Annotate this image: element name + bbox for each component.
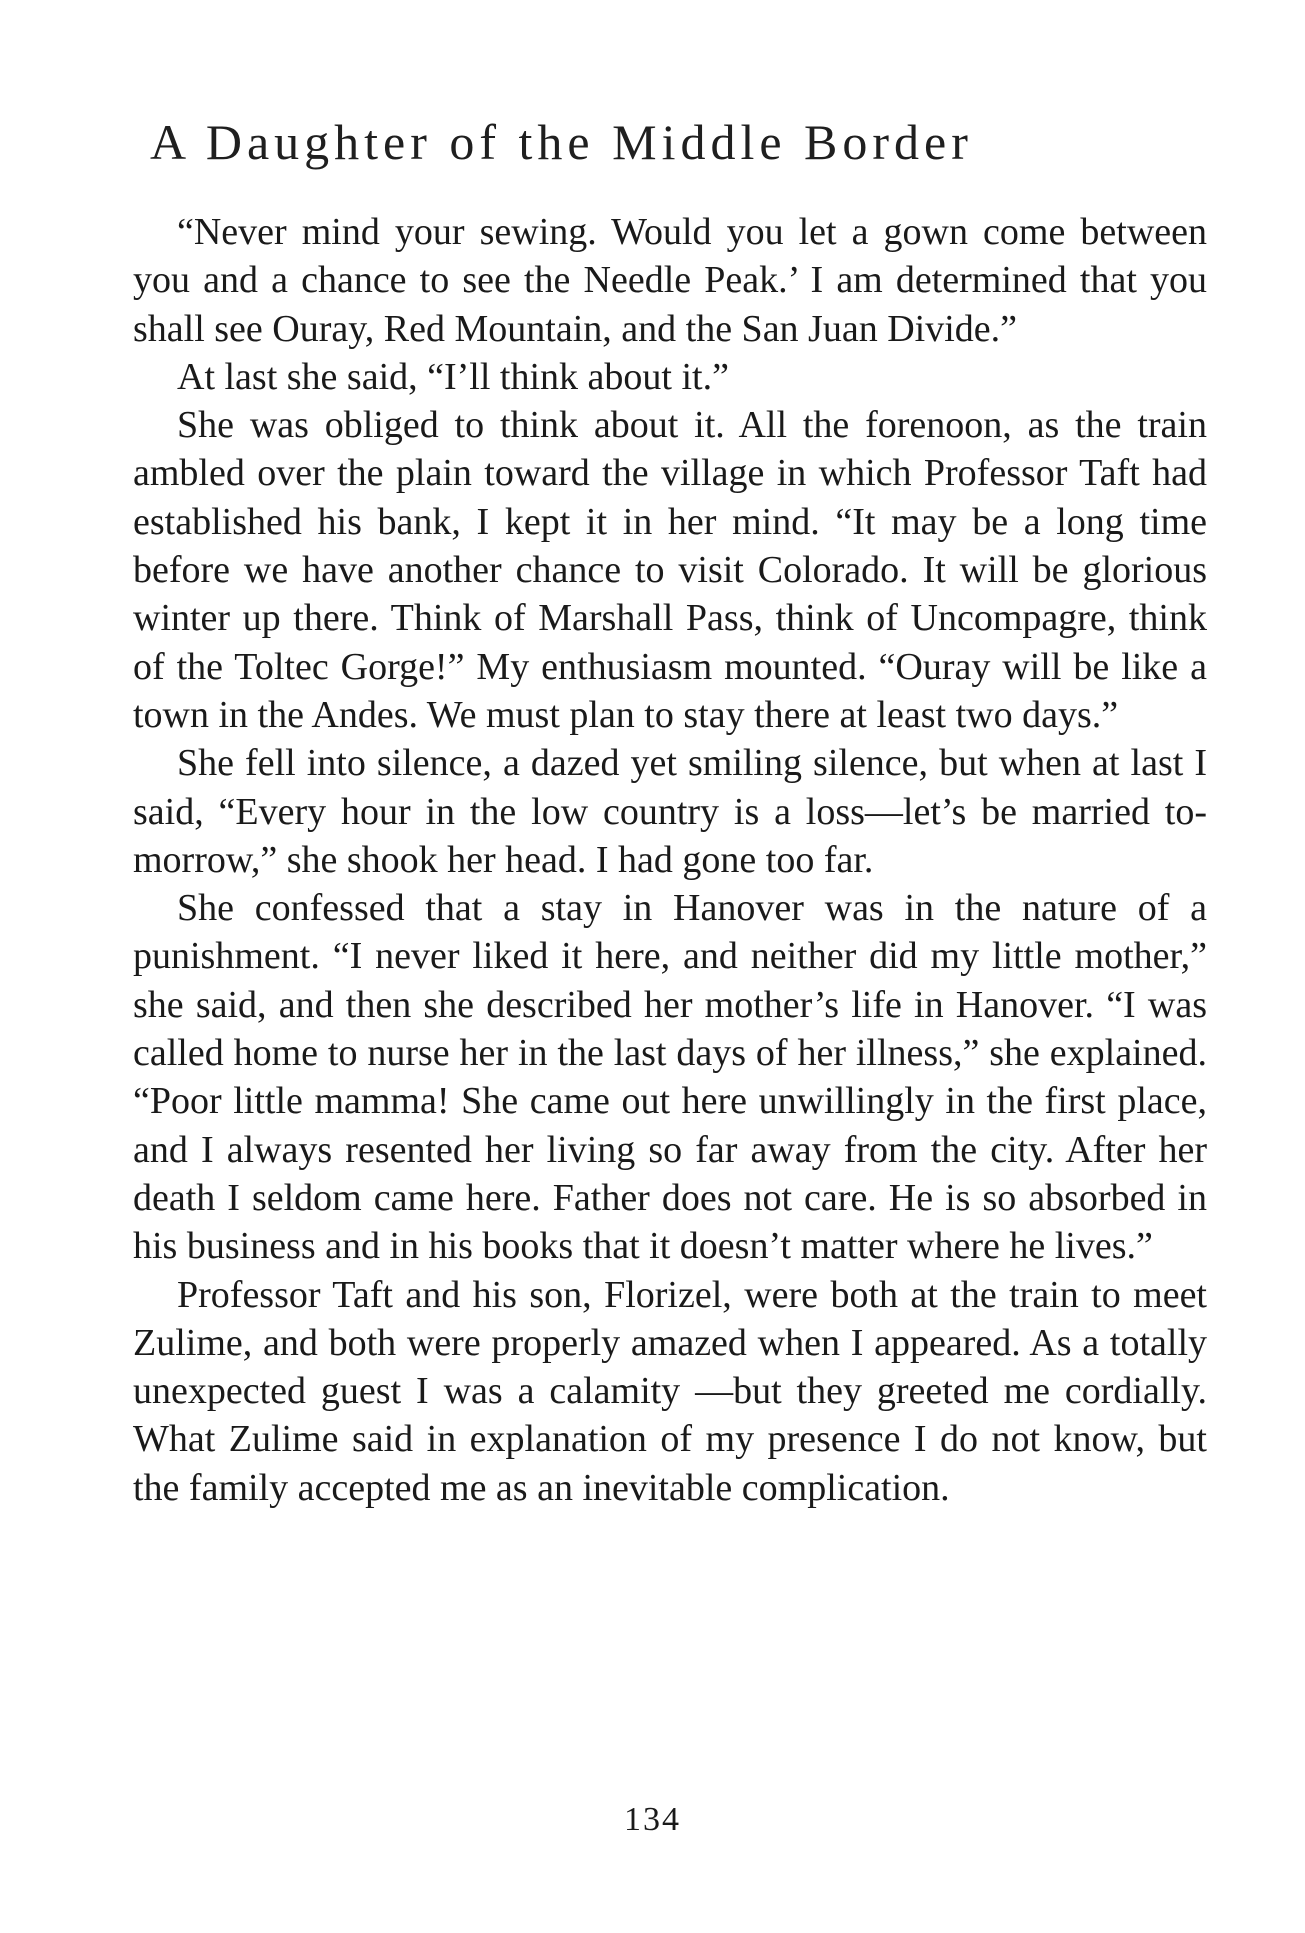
paragraph: She fell into silence, a dazed yet smiling silence, but when at last I said, “Every hour in the low country is a loss—let’s be married to-morrow,” she shook her head. I had gone too far. [133,742,1207,881]
paragraph: At last she said, “I’ll think about it.” [177,355,729,398]
paragraph: She confessed that a stay in Hanover was in the nature of a punishment. “I never liked it here, and neither did my little mother,” she said, and then she described her mother’s life in Hanover. “I was called home to nurse her in the last days of her illness,” she explained. “Poor little mamma! She came out here unwillingly in the first place, and I always resented her living so far away from the city. After her death I seldom came here. Father does not care. He is so absorbed in his business and in his books that it doesn’t matter where he lives.” [133,887,1207,1268]
paragraph: She was obliged to think about it. All the forenoon, as the train ambled over the plain toward the village in which Professor Taft had established his bank, I kept it in her mind. “It may be a long time before we have another chance to visit Colorado. It will be glorious winter up there. Think of Marshall Pass, think of Uncompagre, think of the Toltec Gorge!” My enthusiasm mounted. “Ouray will be like a town in the Andes. We must plan to stay there at least two days.” [133,404,1207,736]
page-number: 134 [624,1801,681,1838]
body-text [133,208,1207,1512]
paragraph: “Never mind your sewing. Would you let a gown come between you and a chance to see the Needle Peak.’ I am determined that you shall see Ouray, Red Mountain, and the San Juan Divide.” [133,211,1207,350]
paragraph: Professor Taft and his son, Florizel, were both at the train to meet Zulime, and both were properly amazed when I appeared. As a totally unexpected guest I was a calamity —but they greeted me cordially. What Zulime said in explanation of my presence I do not know, but the family accepted me as an inevitable complication. [133,1273,1207,1509]
running-head: A Daughter of the Middle Border [150,114,973,170]
